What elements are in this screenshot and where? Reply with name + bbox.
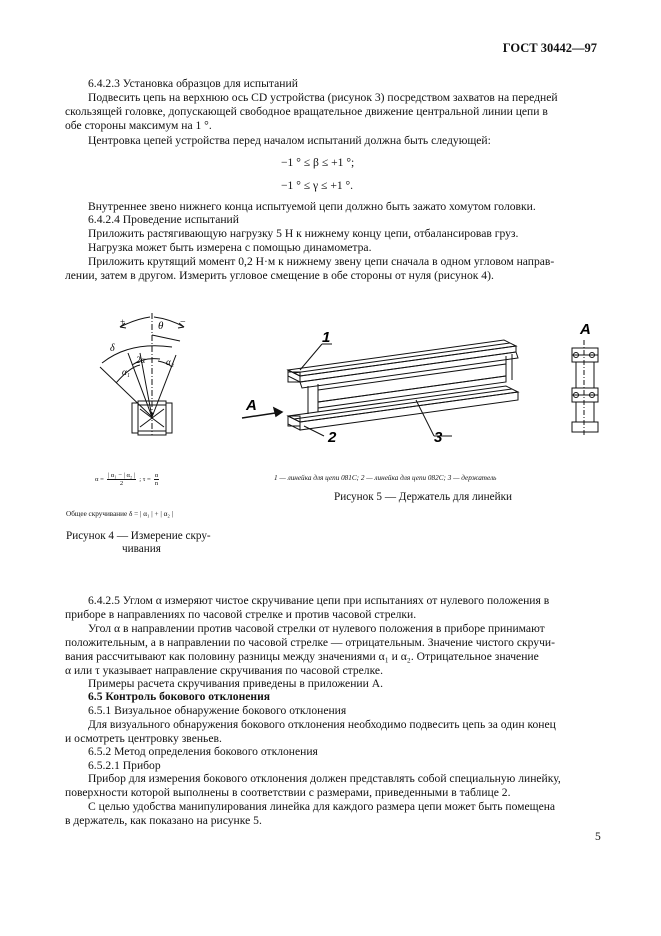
paragraph-line: положительным, а в направлении по часовой стрелке — отрицательным. Значение чистого скручи- [65, 636, 555, 649]
label-3: 3 [434, 429, 443, 446]
paragraph-line: Прибор для измерения бокового отклонения должен представлять собой специальную линейку, [88, 772, 561, 785]
theta-label: θ [158, 320, 164, 332]
formula-beta: −1 ° ≤ β ≤ +1 °; [281, 156, 355, 169]
paragraph-line: Для визуального обнаружения бокового отклонения необходимо подвесить цепь за один конец [88, 718, 556, 731]
figure-5-view-a [560, 318, 610, 438]
figure-4-caption-line1: Рисунок 4 — Измерение скру- [66, 530, 211, 542]
minus-sign: − [180, 317, 186, 328]
figure-5-caption: Рисунок 5 — Держатель для линейки [334, 491, 513, 503]
paragraph-line: α или τ указывает направление скручивания по часовой стрелке. [65, 664, 383, 677]
paragraph-line: Примеры расчета скручивания приведены в приложении А. [88, 677, 383, 690]
figure-5-legend: 1 — линейка для цепи 081С; 2 — линейка для цепи 082С; 3 — держатель [274, 474, 497, 482]
paragraph-line: и осмотреть центровку звеньев. [65, 732, 222, 745]
formula-alpha-den: 2 [119, 480, 124, 487]
formula-tau-left: ; τ = [139, 476, 151, 483]
paragraph-line: приборе в направлениях по часовой стрелке и против часовой стрелки. [65, 608, 417, 621]
formula-alpha-num: | α₁ − | α₂ | [107, 472, 136, 479]
document-header: ГОСТ 30442—97 [502, 41, 597, 55]
section-heading-6-4-2-4: 6.4.2.4 Проведение испытаний [88, 213, 239, 226]
paragraph-line: вания рассчитывают как половину разницы между значениями α₁ и α₂. Отрицательное значение [65, 650, 539, 663]
section-heading-6-5-2-1: 6.5.2.1 Прибор [88, 759, 161, 772]
formula-tau-num: α [154, 472, 159, 479]
paragraph-line: Подвесить цепь на верхнюю ось CD устройства (рисунок 3) посредством захватов на передней [88, 91, 558, 104]
label-2: 2 [328, 429, 337, 446]
paragraph-line: скользящей головке, допускающей свободное вращательное движение центральной линии цепи в [65, 105, 548, 118]
paragraph-line: Нагрузка может быть измерена с помощью динамометра. [88, 241, 372, 254]
figure-5-holder-drawing [236, 318, 536, 448]
total-twist-formula: Общее скручивание δ = | α₁ | + | α₂ | [66, 510, 174, 518]
paragraph-line: Центровка цепей устройства перед началом испытаний должна быть следующей: [88, 134, 491, 147]
figure-4-twist-diagram [80, 305, 220, 455]
paragraph-line: лении, затем в другом. Измерить угловое смещение в обе стороны от нуля (рисунок 4). [65, 269, 494, 282]
figure-4-caption-line2: чивания [122, 543, 161, 555]
two-alpha-label: 2α [136, 355, 146, 365]
delta-label: δ [110, 343, 115, 354]
section-heading-6-5-1: 6.5.1 Визуальное обнаружение бокового отклонения [88, 704, 347, 717]
page-number: 5 [595, 830, 601, 843]
section-heading-6-5: 6.5 Контроль бокового отклонения [88, 690, 271, 703]
paragraph-line: поверхности которой выполнены в соответствии с размерами, приведенными в таблице 2. [65, 786, 511, 799]
formula-alpha [95, 472, 159, 487]
formula-alpha-left: α = [95, 476, 104, 483]
formula-tau-den: n [154, 480, 159, 487]
paragraph-line: С целью удобства манипулирования линейка для каждого размера цепи может быть помещена [88, 800, 556, 813]
paragraph-line: в держатель, как показано на рисунке 5. [65, 814, 262, 827]
section-heading-6-5-2: 6.5.2 Метод определения бокового отклонения [88, 745, 318, 758]
formula-gamma: −1 ° ≤ γ ≤ +1 °. [281, 179, 354, 192]
alpha1-label: α₁ [122, 367, 130, 377]
paragraph-line: обе стороны максимум на 1 °. [65, 119, 212, 132]
plus-sign: + [120, 317, 126, 327]
alpha2-label: α₂ [166, 357, 174, 367]
label-1: 1 [322, 329, 331, 346]
view-arrow-a-label: A [246, 397, 257, 414]
paragraph-line: Угол α в направлении против часовой стрелки от нулевого положения в приборе принимают [88, 622, 545, 635]
section-heading-6-4-2-5: 6.4.2.5 Углом α измеряют чистое скручивание цепи при испытаниях от нулевого положения в [88, 594, 550, 607]
paragraph-line: Приложить растягивающую нагрузку 5 Н к нижнему концу цепи, отбалансировав груз. [88, 227, 519, 240]
paragraph-line: Внутреннее звено нижнего конца испытуемой цепи должно быть зажато хомутом головки. [88, 200, 536, 213]
view-a-label: A [580, 321, 591, 338]
paragraph-line: Приложить крутящий момент 0,2 Н·м к нижнему звену цепи сначала в одном угловом направ- [88, 255, 555, 268]
section-heading-6-4-2-3: 6.4.2.3 Установка образцов для испытаний [88, 77, 298, 90]
